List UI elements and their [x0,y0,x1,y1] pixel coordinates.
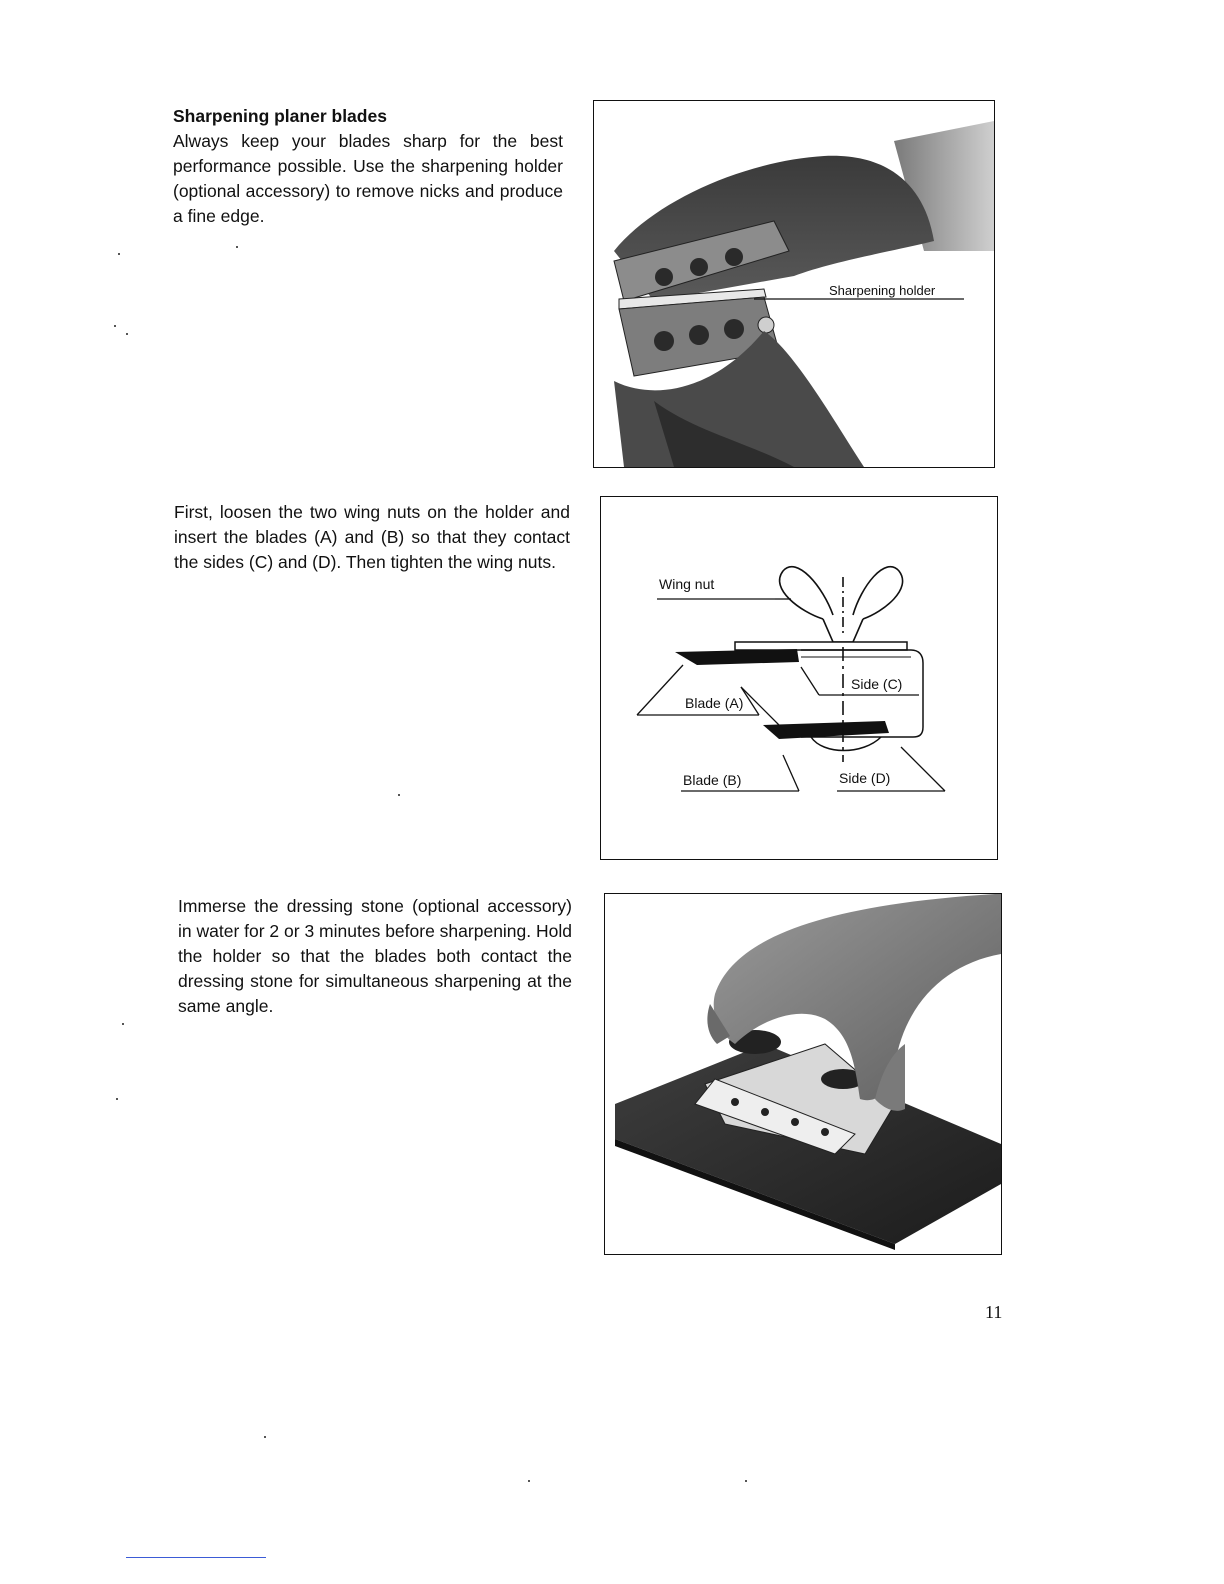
scan-speck [122,1023,124,1025]
wing-nut-shape [780,567,903,642]
page-number: 11 [985,1302,1003,1322]
scan-speck [116,1098,118,1100]
dressing-stone-illustration [605,894,1001,1254]
scan-speck [398,794,400,796]
scan-speck [745,1480,747,1482]
holder-diagram [601,497,997,859]
scan-speck [118,253,120,255]
label-sharpening-holder: Sharpening holder [829,283,936,298]
label-wing-nut: Wing nut [659,576,715,592]
insert-blades-paragraph: First, loosen the two wing nuts on the holder and insert the blades (A) and (B) so that they contact the sides (C) and (D). Then tighten the wing nuts. [174,502,570,572]
section-sharpening-intro [173,104,563,229]
scan-speck [264,1436,266,1438]
footer-rule [126,1557,266,1558]
section-dressing-stone [178,894,572,1019]
scan-speck [126,333,128,335]
holder-photo-illustration [594,101,994,467]
section-heading: Sharpening planer blades [173,106,387,126]
label-blade-b: Blade (B) [683,772,742,788]
intro-paragraph: Always keep your blades sharp for the best performance possible. Use the sharpening holder (optional accessory) to remove nicks and produce a fine edge. [173,131,563,226]
label-side-c: Side (C) [851,676,903,692]
figure-holder-diagram [600,496,998,860]
figure-dressing-stone-photo [604,893,1002,1255]
section-insert-blades [174,500,570,575]
scan-speck [236,246,238,248]
label-blade-a: Blade (A) [685,695,744,711]
scan-speck [528,1480,530,1482]
scan-speck [114,325,116,327]
label-side-d: Side (D) [839,770,891,786]
dressing-stone-paragraph: Immerse the dressing stone (optional accessory) in water for 2 or 3 minutes before sharpening. Hold the holder so that the blades both contact the dressing stone for simultaneous sharpening at the same angle. [178,896,572,1016]
figure-sharpening-holder-photo [593,100,995,468]
